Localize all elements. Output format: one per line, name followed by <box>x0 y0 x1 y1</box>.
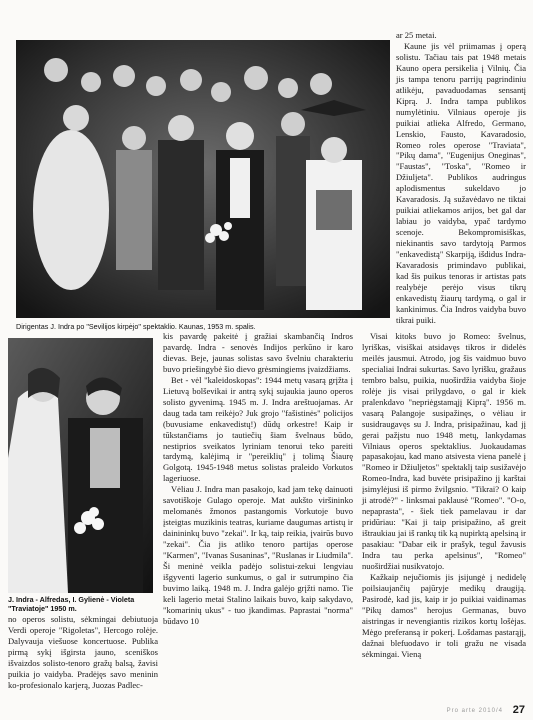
paragraph: Visai kitoks buvo jo Romeo: švelnus, lyriškas, visiškai atsidavęs tikros ir didelės meilės jausmui. Atrodo, jog šis vaidmuo buvo specialiai Indrai sukurtas. Savo lyrišku, gražaus tembro balsu, puikia, nuoširdžia vaidyba šioje rolėje jis visai prilygdavo, o gal ir kiek pralenkdavo "nepriėgstamąjį Kiprą". 1956 m. vasarą Palangoje susipažinęs, o vėliau ir susidraugavęs su J. Indra, prisipažinau, kad jį gerai pažįstu nuo 1948 metų, lankydamas Vilniaus operos spektaklius. Juokaudamas papasakojau, kad mano atsivesta viena panelė į "Romeo ir Džiuljetos" spektaklį taip susižavėjo Romeo-Indra, kad buvėte prisipažino jį karštai įsimylėjusi iš pirmo žvilgsnio. "Tikrai? O kaip ji atrodė?" - linksmai paklausė "Romeo". "O-o, nepaprasta", - šiek tiek pamelavau ir dar pridūriau: "Kai ji taip prisipažino, aš greit ištraukiau jai iš rankų tik ką nupirktą apelsiną ir pasakiau: "Dabar eik ir prašyk, tegul žavusis Indra tau perka apelsinus", "Romeo" nuoširdžiai nusikvatojo. <box>362 331 526 572</box>
magazine-mark: Pro arte 2010/4 <box>446 708 503 714</box>
bottom-photo <box>8 338 153 593</box>
paragraph: no operos solistu, sėkmingai debiutuoja Verdi operoje "Rigoletas", Hercogo rolėje. Dalyvauja viešuose koncertuose. Publika pirmą sykį išgirsta jauno, sceniškos išvaizdos solisto-tenoro gražų balsą, žavisi puikia jo vaidyba. Pradėjęs savo meninin ko-profesionalo karjerą, Juozas Padlec- <box>8 614 158 690</box>
article-column-bottom-left <box>8 614 158 691</box>
paragraph: kis pavardę pakeitė į gražiai skambančią Indros pavardę. Indra - senovės Indijos perkūno ir karo dievas. Beje, jaunas solistas savo švelniu charakteriu buvo priešingybė šio dievo grėsmingiems įvaizdžiams. <box>163 331 353 374</box>
top-photo <box>16 40 390 318</box>
page-number: 27 <box>512 704 525 716</box>
paragraph: Kažkaip nejučiomis jis įsijungė į nedidelę poilsiaujančių pajūryje medikų draugiją. Pasirodė, kad jis, kaip ir jo puikiai vaidinamas "Pikų damos" herojus Germanas, buvo aistringas ir nevengiantis rizikos kortų lošėjas. Mėgo preferansą ir pokerį. Lošdamas pastarąjį, dažnai blefuodavo ir toli gražu ne visada sėkmingai. Vieną <box>362 571 526 659</box>
article-column-middle <box>163 331 353 627</box>
paragraph: Vėliau J. Indra man pasakojo, kad jam tekę dainuoti savotiškoje Gulago operoje. Mat aukšto viršininko melomanės žmonos pastangomis Vorkutoje buvo įsteigtas muzikinis teatras, kuriame daugumas artistų ir dainininkų buvo "zekai". Ir ką, taip reikia, įvairūs buvo "zekai". Čia jis atliko tenoro partijas operose "Karmen", "Ivanas Susaninas", "Ruslanas ir Liudmila". Ši meninė veikla padėjo solistui-zekui lengviau išgyventi lagerio sunkumus, o gal ir sutrumpino čia buvimo laiką. 1948 m. J. Indra galėjo grįžti namo. Tie keli lagerio metai Stalino laikais buvo, kaip sakydavo, "komarinių ukus" - tuo jkandimas. Paprastai "norma" būdavo 10 <box>163 484 353 626</box>
top-photo-caption: Dirigentas J. Indra po "Sevilijos kirpėjo" spektaklio. Kaunas, 1953 m. spalis. <box>16 322 256 331</box>
traviata-photo <box>8 338 153 593</box>
paragraph: ar 25 metai. <box>396 30 437 40</box>
article-column-right-top <box>396 30 526 326</box>
paragraph: Kaune jis vėl priimamas į operą solistu. Tačiau tais pat 1948 metais Kauno opera persikelia į Vilnių. Čia jis tampa tenoru parrijų pagrindiniu atlikėju, pavaduodamas sensantį Kiprą. J. Indra tampa publikos numylėtiniu. Vilniaus operoje jis puikiai atlieka Alfredo, Germano, Lenskio, Fausto, Kavaradosio, Romeo roles operose "Traviata", "Pikų dama", "Eugenijus Oneginas", "Faustas", "Toska", "Romeo ir Džiuljeta". Publikos audringus aplodismentus sukeldavo jo Kavaradosis. Ją sužavėdavo ne tiktai puikiai atliekamos arijos, bet gal dar labiau jo vaidyba, ypač tardymo scenoje. Bekompromisiškas, niekinantis savo tardytoją Parmos "enkavedistą" Skarpiją, išdidus Indra-Kavaradosis primindavo publikai, kad šis puikus tenoras ir artistas pats realybėje perėjo visus tikrų enkavedistų žiaurų tardymą, o gal ir kankinimus. Čia Indros vaidyba buvo tikrai puiki. <box>396 40 526 325</box>
opera-cast-photo <box>16 40 390 318</box>
bottom-photo-caption: J. Indra - Alfredas, I. Gylienė - Violeta "Traviatoje" 1950 m. <box>8 595 135 613</box>
paragraph: Bet - vėl "kaleidoskopas": 1944 metų vasarą grįžta į Lietuvą bolševikai ir antrą sykį sujaukia jauno operos solisto gyvenimą. 1945 m. J. Indra areštuojamas. Ar daug tada tam reikėjo? Juk grojo "fašistinės" policijos (buvusiame enkavedistų!) dūdų orkestre! Kaip ir tūkstančiams jo tautiečių šiam švelnaus būdo, nestiprios sveikatos lyriniam tenorui teko pareiti tardymą, kalėjimą ir "pereiklių" į tolimą Šiaurę Golgotą. 1945-1948 metus solistas praleido Vorkutos lageriuose. <box>163 374 353 484</box>
article-column-right-bottom <box>362 331 526 660</box>
